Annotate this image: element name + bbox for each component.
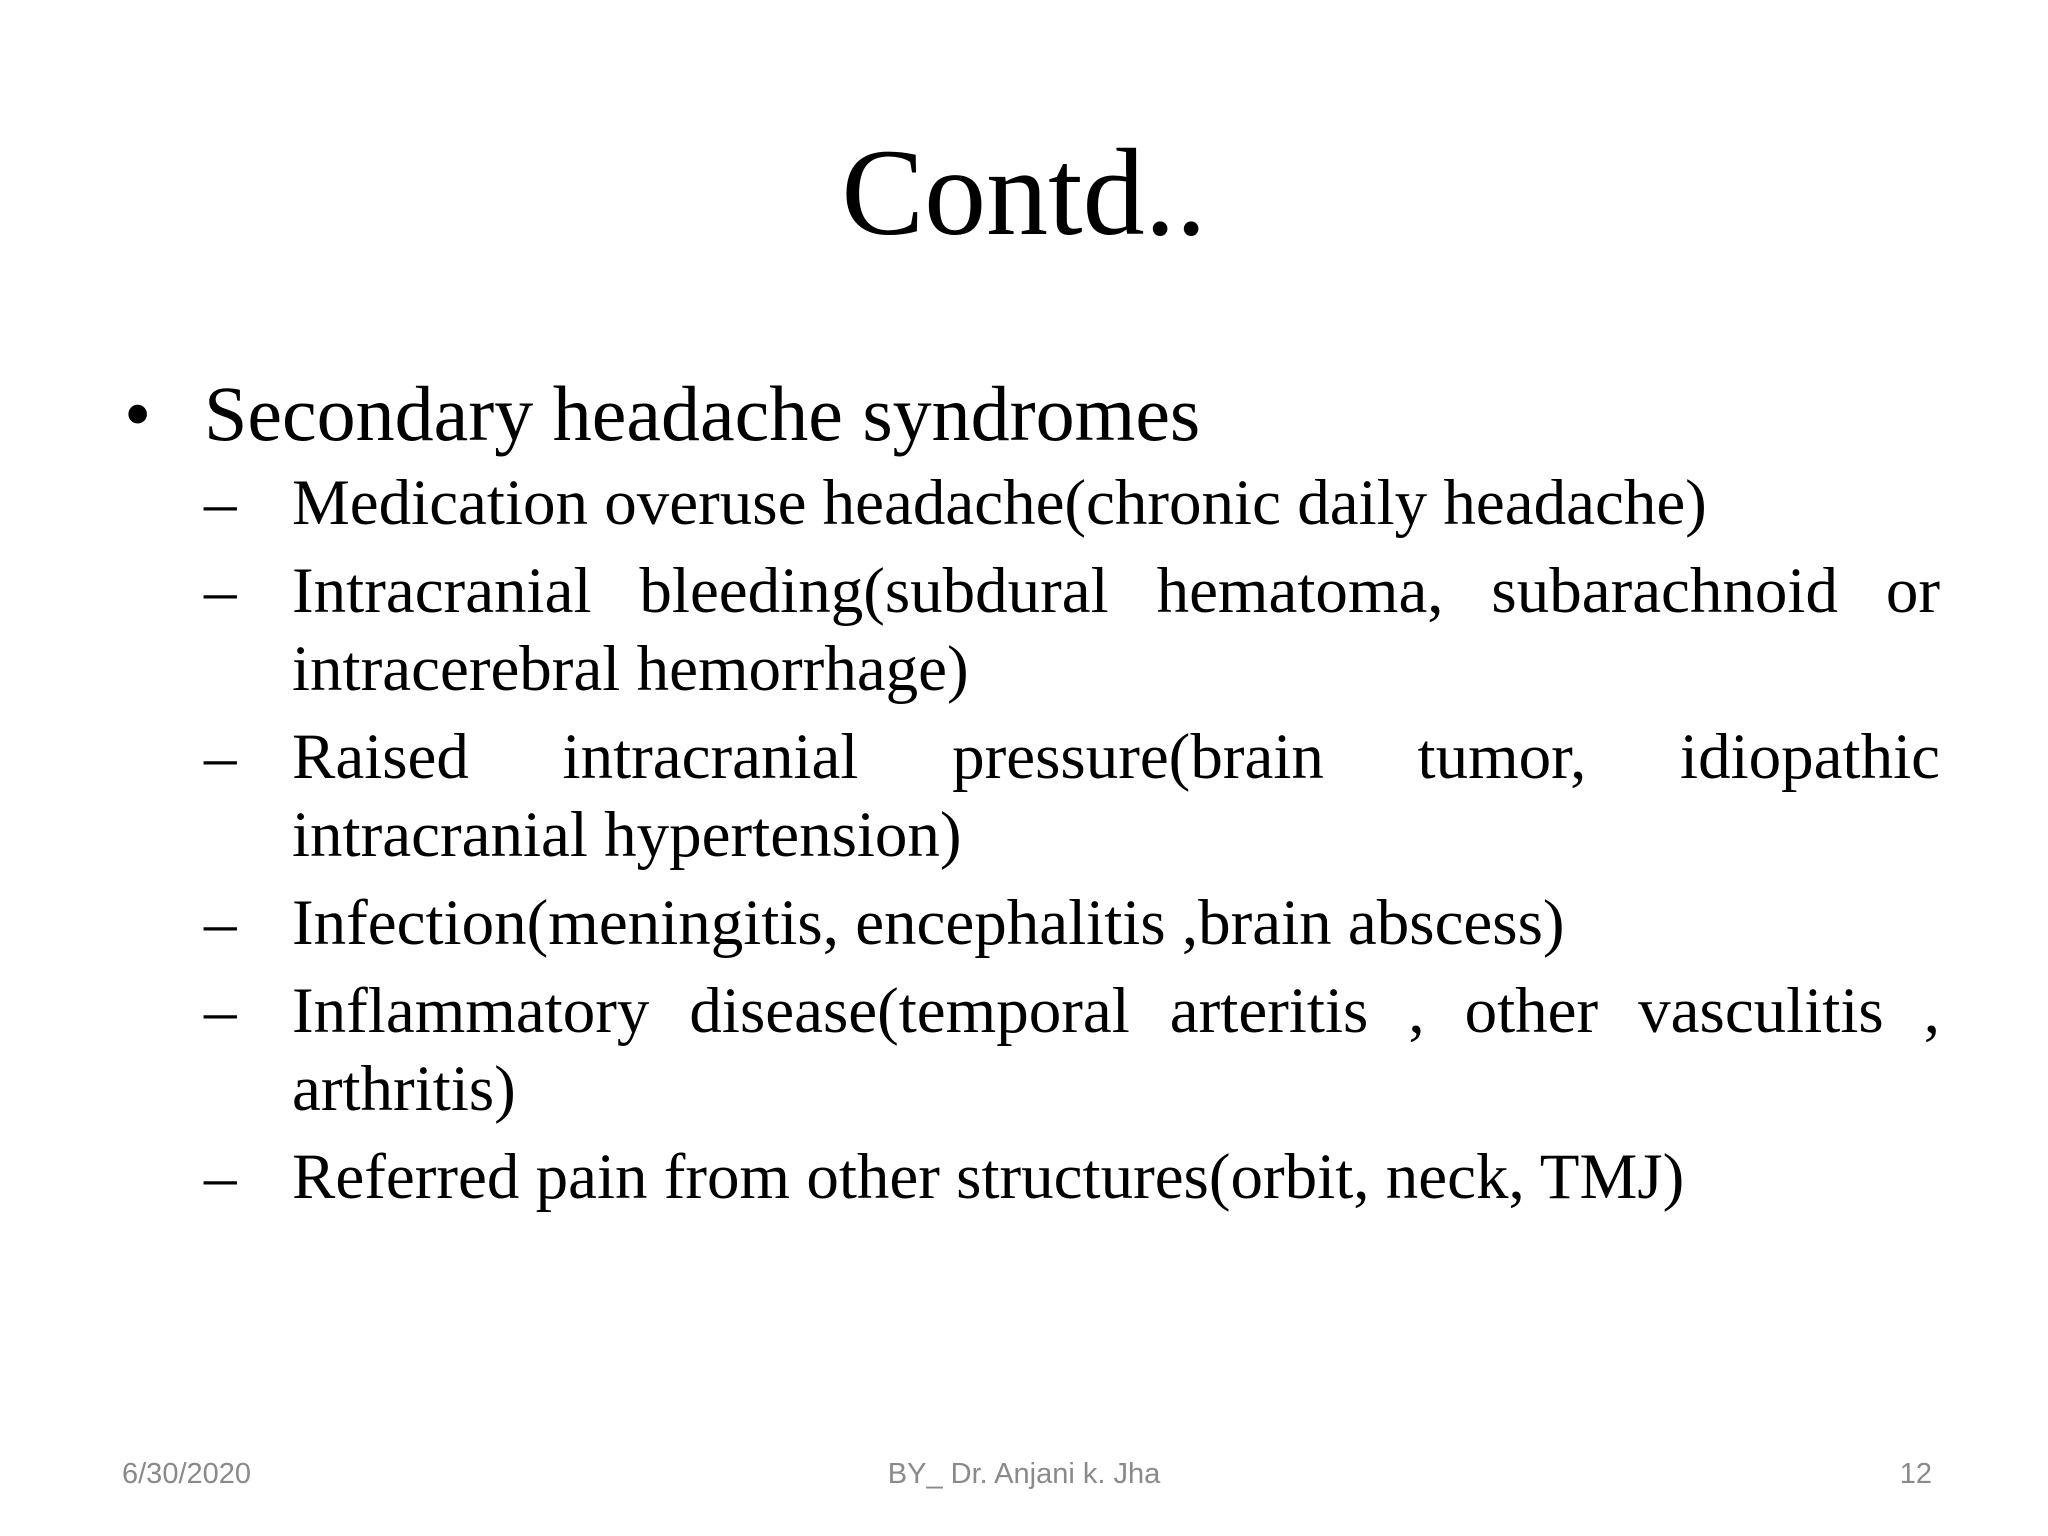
- sub-bullet-item: [204, 464, 1940, 542]
- dash-icon: –: [204, 887, 237, 959]
- dash-icon: –: [204, 467, 237, 539]
- sub-bullet-item: [204, 884, 1940, 962]
- bullet-text: Secondary headache syndromes: [204, 370, 1201, 457]
- sub-bullet-text: Inflammatory disease(temporal arteritis , other vasculitis , arthritis): [292, 975, 1940, 1125]
- footer-page-number: 12: [1899, 1458, 1932, 1490]
- sub-bullet-text: Infection(meningitis, encephalitis ,brain abscess): [292, 887, 1565, 959]
- sub-bullet-text: Medication overuse headache(chronic daily headache): [292, 467, 1707, 539]
- bullet-icon: •: [124, 370, 152, 457]
- sub-bullet-item: [204, 1138, 1940, 1216]
- dash-icon: –: [204, 721, 237, 793]
- dash-icon: –: [204, 1141, 237, 1213]
- footer-author: BY_ Dr. Anjani k. Jha: [887, 1458, 1161, 1490]
- slide-content: [120, 370, 1940, 1226]
- dash-icon: –: [204, 975, 237, 1047]
- sub-bullet-text: Raised intracranial pressure(brain tumor, idiopathic intracranial hypertension): [292, 721, 1940, 871]
- footer-date: 6/30/2020: [122, 1458, 252, 1490]
- dash-icon: –: [204, 555, 237, 627]
- sub-bullet-item: [204, 552, 1940, 708]
- sub-bullet-text: Referred pain from other structures(orbit, neck, TMJ): [292, 1141, 1685, 1213]
- sub-bullet-text: Intracranial bleeding(subdural hematoma, subarachnoid or intracerebral hemorrhage): [292, 555, 1940, 705]
- slide-title: Contd..: [841, 124, 1207, 261]
- sub-bullet-item: [204, 718, 1940, 874]
- bullet-item: [120, 370, 1940, 458]
- sub-bullet-item: [204, 972, 1940, 1128]
- sub-bullet-list: [120, 464, 1940, 1216]
